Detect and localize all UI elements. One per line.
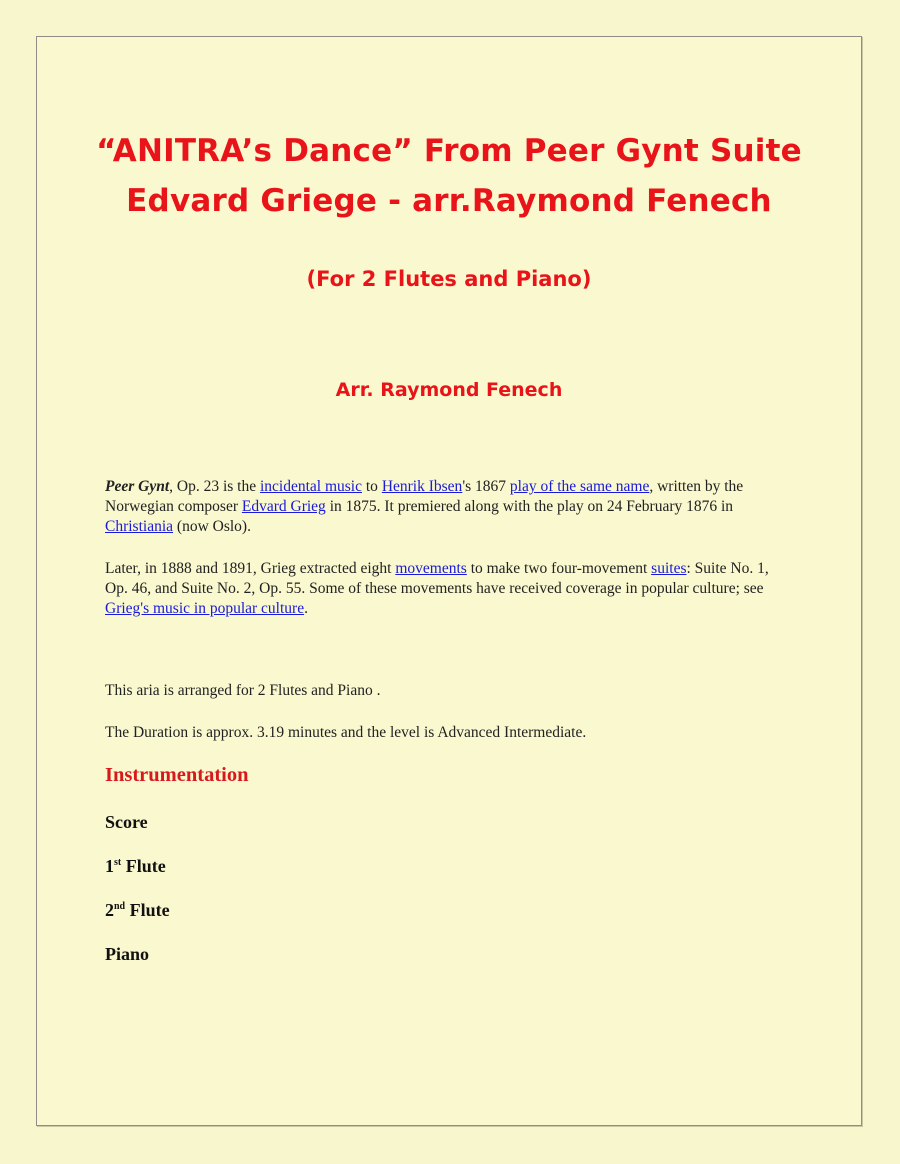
link-play-of-same-name[interactable]: play of the same name <box>509 478 650 495</box>
duration-note: The Duration is approx. 3.19 minutes and the level is Advanced Intermediate. <box>105 724 587 741</box>
link-incidental-music[interactable]: incidental music <box>259 478 362 495</box>
suites-paragraph <box>105 559 795 619</box>
work-title: Peer Gynt <box>105 478 170 495</box>
ordinal-number: 1 <box>105 856 114 876</box>
text-span: Later, in 1888 and 1891, Grieg extracted eight <box>105 560 396 577</box>
link-griegs-music-in-popular-culture[interactable]: Grieg's music in popular culture <box>105 600 305 617</box>
text-span: , written by the Norwegian composer <box>105 478 744 515</box>
link-edvard-grieg[interactable]: Edvard Grieg <box>241 498 326 515</box>
instrument-1st-flute <box>105 856 166 877</box>
text-span: : Suite No. 1, Op. 46, and Suite No. 2, Op. 55. Some of these movements have received coverage in popular culture; see <box>105 560 769 597</box>
intro-paragraph <box>105 477 795 537</box>
text-span: 's 1867 <box>462 478 510 495</box>
ordinal-suffix: nd <box>114 901 126 912</box>
instrument-piano: Piano <box>105 944 150 964</box>
arranger-credit: Arr. Raymond Fenech <box>335 379 563 401</box>
subtitle: (For 2 Flutes and Piano) <box>306 267 592 291</box>
link-movements[interactable]: movements <box>395 560 467 577</box>
instrumentation-heading: Instrumentation <box>105 764 249 786</box>
title-line-2: Edvard Griege - arr.Raymond Fenech <box>126 183 772 219</box>
text-span: in 1875. It premiered along with the play on 24 February 1876 in <box>325 498 734 515</box>
ordinal-number: 2 <box>105 900 114 920</box>
ordinal-suffix: st <box>114 857 122 868</box>
link-christiania[interactable]: Christiania <box>105 518 174 535</box>
text-span: to make two four-movement <box>466 560 652 577</box>
title-line-1: “ANITRA’s Dance” From Peer Gynt Suite <box>96 133 802 169</box>
instrument-2nd-flute <box>105 900 170 921</box>
instrument-label: Flute <box>125 900 170 920</box>
text-span: , Op. 23 is the <box>169 478 260 495</box>
link-henrik-ibsen[interactable]: Henrik Ibsen <box>381 478 463 495</box>
document-page <box>36 36 862 1126</box>
text-span: . <box>304 600 308 617</box>
arrangement-note: This aria is arranged for 2 Flutes and Piano . <box>105 682 381 699</box>
text-span: to <box>362 478 382 495</box>
text-span: (now Oslo). <box>173 518 251 535</box>
instrument-label: Flute <box>121 856 166 876</box>
instrument-score: Score <box>105 812 148 832</box>
link-suites[interactable]: suites <box>651 560 687 577</box>
